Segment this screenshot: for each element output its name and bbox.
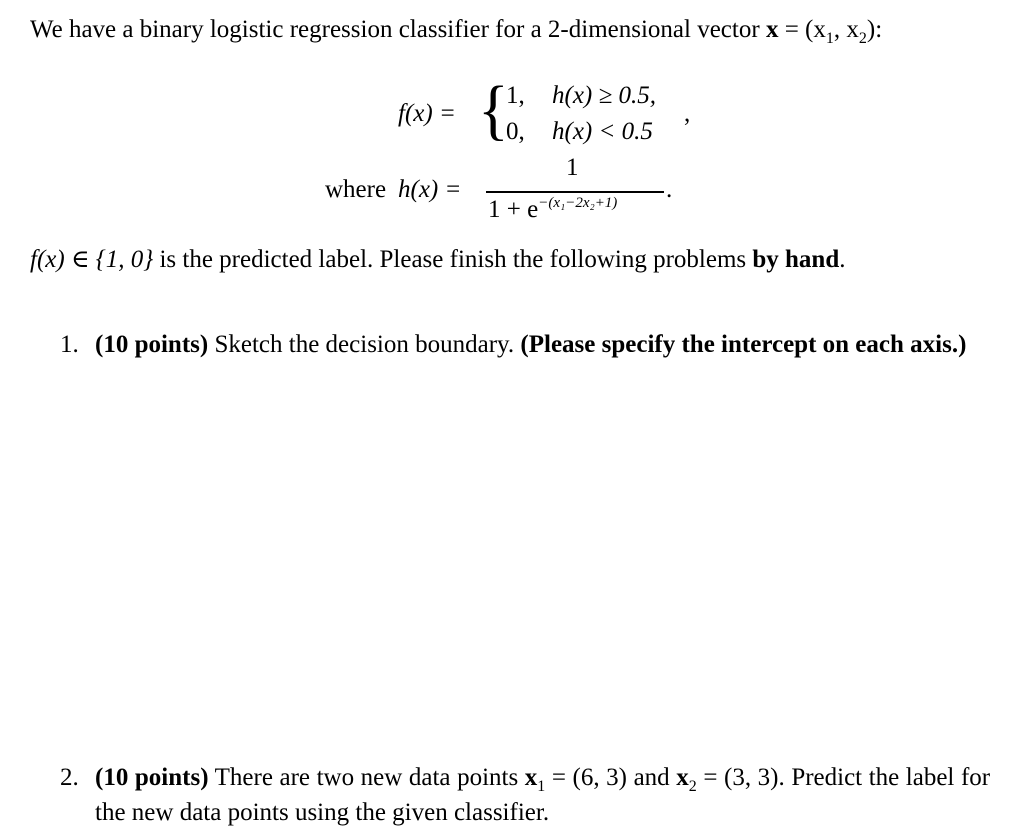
piecewise-brace: { xyxy=(478,72,509,147)
problem-2-and: and xyxy=(633,764,670,791)
point-1-symbol: x xyxy=(524,764,538,791)
label-text: is the predicted label. Please finish the following problems xyxy=(159,246,747,273)
sigmoid-numerator: 1 xyxy=(566,154,579,181)
point-1-sub: 1 xyxy=(537,778,546,795)
problem-2-points: (10 points) xyxy=(95,764,209,791)
problem-2-text-a: There are two new data points xyxy=(214,764,519,791)
vector-sub-1: 1 xyxy=(825,30,834,47)
label-end: . xyxy=(839,246,846,273)
vector-symbol: x xyxy=(765,16,779,43)
label-statement xyxy=(30,244,846,276)
problem-2-number: 2. xyxy=(60,764,79,791)
sigmoid-where: where xyxy=(325,176,387,203)
sigmoid-lhs: h(x) = xyxy=(398,176,462,203)
case-1-condition: h(x) ≥ 0.5, xyxy=(552,82,656,109)
problem-2-text-b: Predict the label for the new data points using the given classifier. xyxy=(95,764,991,826)
problem-1-text: Sketch the decision boundary. xyxy=(214,331,515,358)
point-2-sub: 2 xyxy=(688,778,697,795)
problem-2 xyxy=(60,762,990,829)
denominator-exponent: −(x₁−2x₂+1) xyxy=(538,195,618,211)
sigmoid-denominator xyxy=(488,194,617,229)
label-emph: by hand xyxy=(752,246,840,273)
denominator-base: 1 + e xyxy=(488,196,539,223)
piecewise-trailing-comma: , xyxy=(684,100,691,127)
case-1-value: 1, xyxy=(506,82,525,109)
piecewise-lhs: f(x) = xyxy=(398,100,456,127)
sigmoid-period: . xyxy=(666,176,673,203)
label-math: f(x) ∈ {1, 0} xyxy=(30,246,154,273)
problem-1 xyxy=(60,329,990,361)
vector-sub-2: 2 xyxy=(858,30,867,47)
case-0-value: 0, xyxy=(506,118,525,145)
case-0-condition: h(x) < 0.5 xyxy=(552,118,653,145)
point-2-value: = (3, 3). xyxy=(703,764,785,791)
fraction-bar xyxy=(486,191,664,193)
intro-lead: We have a binary logistic regression classifier for a 2-dimensional vector xyxy=(30,16,760,43)
vector-close: ): xyxy=(866,16,883,43)
problem-1-emph: (Please specify the intercept on each axis.) xyxy=(520,331,967,358)
problem-1-points: (10 points) xyxy=(95,331,209,358)
vector-def: = (x xyxy=(784,16,826,43)
intro-line xyxy=(30,14,882,49)
problem-1-number: 1. xyxy=(60,331,79,358)
vector-comma: , x xyxy=(833,16,859,43)
point-1-value: = (6, 3) xyxy=(551,764,627,791)
point-2-symbol: x xyxy=(676,764,689,791)
